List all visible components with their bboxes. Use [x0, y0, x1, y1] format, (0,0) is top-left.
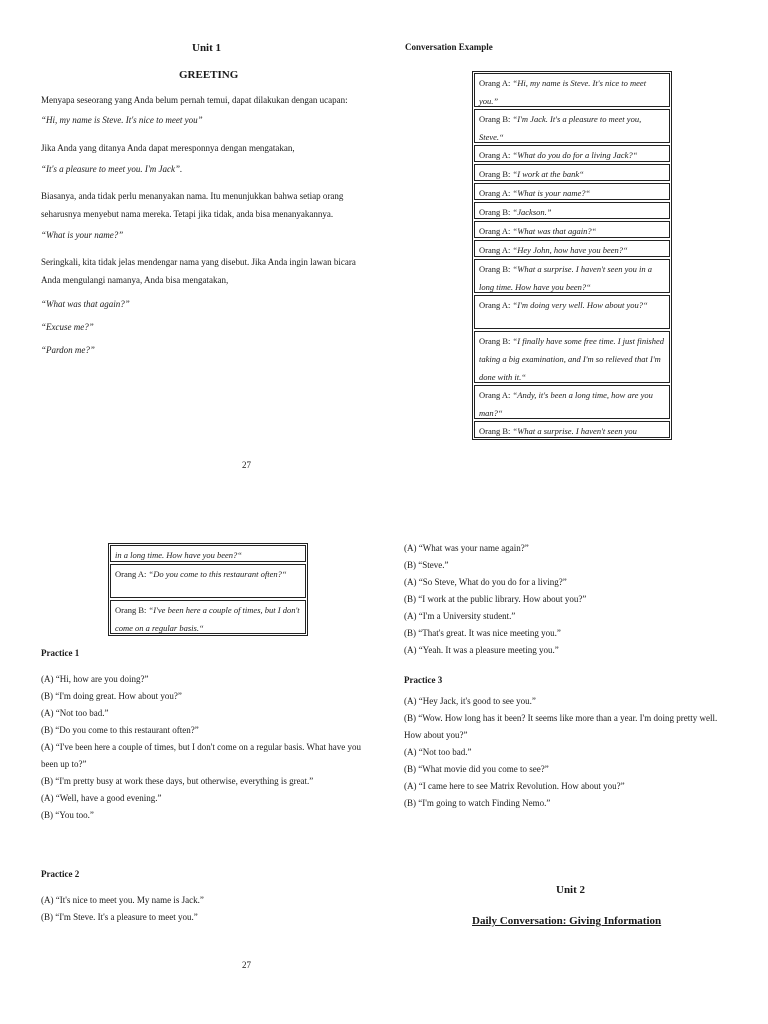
dialogue-line: (A) “Hi, how are you doing?”	[41, 674, 149, 684]
dialogue-line: “What do you do for a living Jack?“	[512, 150, 638, 160]
dialogue-line: (A) “What was your name again?”	[404, 543, 529, 553]
dialogue-line: (B) “What movie did you come to see?”	[404, 764, 549, 774]
dialogue-line: (A) “I've been here a couple of times, but I don't come on a regular basis. What have you been up to?”	[41, 742, 361, 769]
conversation-row	[474, 295, 670, 329]
paragraph: Biasanya, anda tidak perlu menanyakan nama. Itu menunjukkan bahwa setiap orang seharusnya menyebut nama mereka. Tetapi jika tidak, anda bisa menanyakannya.	[41, 191, 344, 219]
conversation-row	[474, 109, 670, 143]
dialogue-line: (A) “Well, have a good evening.”	[41, 793, 162, 803]
dialogue-line: (A) “Hey Jack, it's good to see you.”	[404, 696, 536, 706]
dialogue-line: (A) “Not too bad.”	[41, 708, 109, 718]
dialogue-line: (A) “It's nice to meet you. My name is Jack.”	[41, 895, 204, 905]
speaker-label: Orang B:	[115, 605, 149, 615]
dialogue-line: “Andy, it's been a long time, how are you man?“	[479, 390, 653, 418]
page-number: 27	[242, 460, 251, 470]
example-phrase: “What was that again?”	[41, 299, 130, 309]
unit-2-heading: Daily Conversation: Giving Information	[472, 915, 662, 927]
greeting-heading: GREETING	[179, 69, 239, 81]
conversation-table	[472, 71, 672, 440]
conversation-row	[474, 221, 670, 238]
dialogue-line: “I finally have some free time. I just finished taking a big examination, and I'm so relieved that I'm done with it.“	[479, 336, 665, 382]
dialogue-line: (A) “Not too bad.”	[404, 747, 472, 757]
dialogue-line: (A) “I came here to see Matrix Revolution. How about you?”	[404, 781, 625, 791]
dialogue-line: (B) “Wow. How long has it been? It seems like more than a year. I'm doing pretty well. How about you?”	[404, 713, 718, 740]
dialogue-line: (A) “Yeah. It was a pleasure meeting you.”	[404, 645, 559, 655]
dialogue-line: “I'm Jack. It's a pleasure to meet you, Steve.“	[479, 114, 642, 142]
dialogue-line: “Do you come to this restaurant often?“	[148, 569, 287, 579]
example-phrase: “Excuse me?”	[41, 322, 94, 332]
practice-1-dialogue	[41, 671, 366, 824]
practice-1-heading: Practice 1	[41, 648, 80, 658]
dialogue-line: (B) “I'm going to watch Finding Nemo.”	[404, 798, 551, 808]
paragraph: Menyapa seseorang yang Anda belum pernah temui, dapat dilakukan dengan ucapan:	[41, 95, 348, 105]
speaker-label: Orang A:	[479, 78, 513, 88]
conversation-row	[474, 145, 670, 162]
dialogue-line: (A) “I'm a University student.”	[404, 611, 516, 621]
conversation-table-continued	[108, 543, 308, 636]
dialogue-line: (A) “So Steve, What do you do for a living?”	[404, 577, 567, 587]
example-phrase: “Pardon me?”	[41, 345, 95, 355]
practice-3-dialogue	[404, 693, 734, 812]
speaker-label: Orang B:	[479, 169, 513, 179]
practice-2-dialogue-continued	[404, 540, 734, 659]
conversation-example-heading: Conversation Example	[405, 42, 493, 52]
dialogue-line: (B) “You too.”	[41, 810, 94, 820]
example-phrase: “What is your name?”	[41, 230, 124, 240]
dialogue-line: “What was that again?“	[512, 226, 597, 236]
dialogue-line: (B) “I'm doing great. How about you?”	[41, 691, 182, 701]
practice-2-dialogue	[41, 892, 366, 926]
conversation-row	[110, 545, 306, 562]
example-phrase: “Hi, my name is Steve. It's nice to meet you”	[41, 115, 203, 125]
greeting-text	[41, 91, 366, 355]
conversation-row	[474, 331, 670, 383]
dialogue-line: “What a surprise. I haven't seen you in a long time. How have you been?“	[479, 264, 652, 292]
page-number: 27	[242, 960, 251, 970]
conversation-row	[474, 385, 670, 419]
speaker-label: Orang B:	[479, 207, 513, 217]
dialogue-line: (B) “Do you come to this restaurant often?”	[41, 725, 199, 735]
speaker-label: Orang A:	[479, 226, 513, 236]
speaker-label: Orang B:	[479, 264, 513, 274]
conversation-row	[110, 600, 306, 634]
speaker-label: Orang A:	[115, 569, 149, 579]
dialogue-line: (B) “Steve.”	[404, 560, 449, 570]
unit-2-label: Unit 2	[556, 884, 586, 896]
dialogue-line: “I've been here a couple of times, but I don't come on a regular basis.“	[115, 605, 300, 633]
unit-1-label: Unit 1	[192, 42, 222, 54]
conversation-row	[474, 259, 670, 293]
dialogue-line: “Hi, my name is Steve. It's nice to meet you.”	[479, 78, 647, 106]
speaker-label: Orang B:	[479, 114, 513, 124]
conversation-row	[474, 240, 670, 257]
dialogue-line: “Jackson.”	[512, 207, 552, 217]
paragraph: Jika Anda yang ditanya Anda dapat meresponnya dengan mengatakan,	[41, 143, 295, 153]
dialogue-line: (B) “I'm pretty busy at work these days, but otherwise, everything is great.”	[41, 776, 314, 786]
dialogue-line: (B) “I'm Steve. It's a pleasure to meet you.”	[41, 912, 198, 922]
conversation-row	[110, 564, 306, 598]
dialogue-line: “I work at the bank“	[512, 169, 584, 179]
conversation-row	[474, 202, 670, 219]
speaker-label: Orang A:	[479, 245, 513, 255]
speaker-label: Orang B:	[479, 336, 513, 346]
conversation-row	[474, 421, 670, 438]
conversation-row	[474, 183, 670, 200]
dialogue-line: in a long time. How have you been?“	[115, 550, 243, 560]
dialogue-line: (B) “That's great. It was nice meeting you.”	[404, 628, 561, 638]
speaker-label: Orang A:	[479, 150, 513, 160]
conversation-row	[474, 164, 670, 181]
dialogue-line: “I'm doing very well. How about you?“	[512, 300, 648, 310]
dialogue-line: (B) “I work at the public library. How about you?”	[404, 594, 587, 604]
dialogue-line: “What is your name?“	[512, 188, 591, 198]
conversation-row	[474, 73, 670, 107]
example-phrase: “It's a pleasure to meet you. I'm Jack”.	[41, 164, 183, 174]
paragraph: Seringkali, kita tidak jelas mendengar nama yang disebut. Jika Anda ingin lawan bicara Anda mengulangi namanya, Anda bisa mengatakan,	[41, 257, 356, 285]
practice-3-heading: Practice 3	[404, 675, 443, 685]
speaker-label: Orang B:	[479, 426, 513, 436]
speaker-label: Orang A:	[479, 300, 513, 310]
speaker-label: Orang A:	[479, 390, 513, 400]
practice-2-heading: Practice 2	[41, 869, 80, 879]
dialogue-line: “What a surprise. I haven't seen you	[512, 426, 637, 436]
dialogue-line: “Hey John, how have you been?“	[512, 245, 628, 255]
speaker-label: Orang A:	[479, 188, 513, 198]
